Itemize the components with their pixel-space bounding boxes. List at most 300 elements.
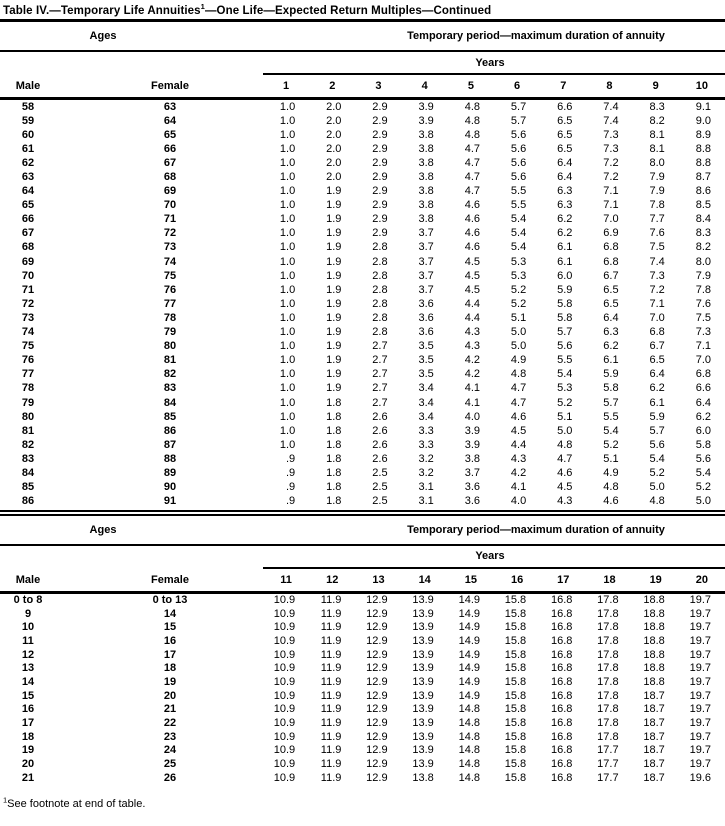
multiple-value-cell: 12.9 [366, 689, 388, 702]
multiple-value-cell: 17.8 [597, 703, 619, 716]
female-age-cell: 90 [163, 481, 177, 494]
footnote-superscript: 1 [3, 795, 8, 805]
multiple-value-cell: 10.9 [273, 635, 296, 648]
multiple-value-cell: 6.4 [557, 171, 573, 184]
multiple-value-cell: 4.5 [510, 424, 527, 437]
table-row [0, 311, 725, 325]
multiple-value-cell: 10.9 [273, 744, 296, 757]
multiple-value-cell: 11.9 [320, 689, 342, 702]
multiple-value-cell: 15.8 [504, 744, 527, 757]
male-age-cell: 15 [21, 689, 35, 702]
multiple-value-cell: 2.6 [372, 452, 388, 465]
multiple-value-cell: 5.4 [649, 452, 665, 465]
multiple-value-cell: 2.9 [372, 100, 388, 113]
multiple-value-cell: 15.8 [504, 621, 527, 634]
multiple-value-cell: 13.9 [412, 689, 434, 702]
multiple-value-cell: 12.9 [366, 703, 388, 716]
multiple-value-cell: 5.2 [649, 466, 665, 479]
multiple-value-cell: 1.8 [326, 495, 342, 508]
multiple-value-cell: 1.8 [326, 481, 342, 494]
multiple-value-cell: 19.7 [689, 621, 711, 634]
multiple-value-cell: 15.8 [504, 594, 527, 607]
multiple-value-cell: 18.8 [643, 621, 665, 634]
years-label: Years [475, 550, 505, 563]
multiple-value-cell: 2.9 [372, 128, 388, 141]
multiple-value-cell: 7.8 [695, 283, 711, 296]
multiple-value-cell: 7.9 [695, 269, 711, 282]
multiple-value-cell: 4.1 [464, 382, 480, 395]
years-label: Years [475, 56, 505, 69]
multiple-value-cell: 1.9 [326, 311, 342, 324]
table-row [0, 438, 725, 452]
year-column-header: 20 [695, 573, 709, 586]
multiple-value-cell: 4.2 [510, 466, 527, 479]
multiple-value-cell: 6.4 [695, 396, 711, 409]
multiple-value-cell: 3.1 [418, 481, 434, 494]
table-row [0, 241, 725, 255]
multiple-value-cell: 5.3 [510, 255, 527, 268]
multiple-value-cell: 17.8 [597, 717, 619, 730]
multiple-value-cell: 8.6 [695, 185, 711, 198]
multiple-value-cell: 4.6 [464, 199, 480, 212]
period-spanner-header: Temporary period—maximum duration of annuity [407, 30, 665, 42]
multiple-value-cell: 7.0 [603, 213, 619, 226]
multiple-value-cell: 5.6 [510, 156, 527, 169]
table-row [0, 730, 725, 744]
multiple-value-cell: 12.9 [366, 621, 388, 634]
multiple-value-cell: 1.0 [279, 227, 296, 240]
table-row [0, 185, 725, 199]
multiple-value-cell: 3.9 [464, 424, 480, 437]
male-age-cell: 62 [21, 156, 35, 169]
multiple-value-cell: 12.9 [366, 676, 388, 689]
multiple-value-cell: 1.0 [279, 424, 296, 437]
multiple-value-cell: 11.9 [320, 744, 342, 757]
multiple-value-cell: 4.6 [603, 495, 619, 508]
multiple-value-cell: 5.6 [695, 452, 711, 465]
multiple-value-cell: 17.8 [597, 689, 619, 702]
multiple-value-cell: 12.9 [366, 594, 388, 607]
multiple-value-cell: 18.7 [643, 689, 665, 702]
multiple-value-cell: 4.3 [464, 326, 480, 339]
multiple-value-cell: 5.4 [510, 213, 527, 226]
year-column-header: 18 [603, 573, 616, 586]
multiple-value-cell: 1.0 [279, 297, 296, 310]
spanner-header-row [0, 516, 725, 544]
multiple-value-cell: 6.3 [557, 199, 573, 212]
male-age-cell: 61 [21, 142, 35, 155]
table-row [0, 156, 725, 170]
multiple-value-cell: 14.9 [458, 607, 480, 620]
table-row [0, 594, 725, 608]
table-row [0, 621, 725, 635]
multiple-value-cell: 6.2 [557, 227, 573, 240]
multiple-value-cell: 11.9 [320, 717, 342, 730]
multiple-value-cell: 4.8 [603, 481, 619, 494]
multiple-value-cell: 1.0 [279, 396, 296, 409]
multiple-value-cell: 1.0 [279, 185, 296, 198]
female-age-cell: 68 [163, 171, 177, 184]
multiple-value-cell: 6.0 [695, 424, 711, 437]
male-age-cell: 86 [21, 495, 35, 508]
female-age-cell: 15 [163, 621, 177, 634]
multiple-value-cell: 6.2 [557, 213, 573, 226]
year-column-header: 11 [280, 573, 292, 586]
multiple-value-cell: 18.8 [643, 635, 665, 648]
male-age-cell: 79 [21, 396, 35, 409]
multiple-value-cell: 1.0 [279, 100, 296, 113]
female-age-cell: 70 [163, 199, 177, 212]
multiple-value-cell: 1.8 [326, 424, 342, 437]
multiple-value-cell: 5.6 [510, 142, 527, 155]
multiple-value-cell: 11.9 [320, 635, 342, 648]
multiple-value-cell: 6.4 [557, 156, 573, 169]
multiple-value-cell: 3.8 [418, 156, 434, 169]
multiple-value-cell: 6.5 [557, 114, 573, 127]
multiple-value-cell: 6.1 [649, 396, 665, 409]
multiple-value-cell: 5.0 [510, 326, 527, 339]
male-age-cell: 80 [21, 410, 35, 423]
multiple-value-cell: 16.8 [550, 662, 573, 675]
male-age-cell: 18 [21, 730, 35, 743]
column-header-row [0, 75, 725, 97]
multiple-value-cell: 3.4 [418, 410, 434, 423]
footnote-reference-superscript: 1 [200, 2, 205, 12]
multiple-value-cell: 1.0 [279, 128, 296, 141]
multiple-value-cell: 3.3 [418, 438, 434, 451]
multiple-value-cell: 2.6 [372, 410, 388, 423]
year-column-header: 2 [329, 80, 336, 92]
multiple-value-cell: 3.8 [418, 199, 434, 212]
multiple-value-cell: 4.5 [464, 269, 480, 282]
multiple-value-cell: 11.9 [320, 607, 342, 620]
table-row [0, 410, 725, 424]
multiple-value-cell: 11.9 [320, 771, 342, 784]
table-row [0, 689, 725, 703]
multiple-value-cell: 1.9 [326, 382, 342, 395]
female-age-cell: 81 [163, 354, 177, 367]
male-age-cell: 73 [21, 311, 35, 324]
multiple-value-cell: 3.7 [464, 466, 480, 479]
male-age-cell: 13 [21, 662, 35, 675]
multiple-value-cell: 4.3 [464, 340, 480, 353]
year-column-header: 15 [464, 573, 478, 586]
table-row [0, 255, 725, 269]
multiple-value-cell: 1.9 [326, 269, 342, 282]
multiple-value-cell: 5.2 [510, 283, 527, 296]
multiple-value-cell: 5.6 [557, 340, 573, 353]
multiple-value-cell: 4.7 [557, 452, 573, 465]
multiple-value-cell: 14.8 [458, 758, 480, 771]
male-column-header: Male [15, 80, 41, 92]
year-column-header: 17 [557, 573, 570, 586]
multiple-value-cell: 14.8 [458, 703, 480, 716]
multiple-value-cell: 10.9 [273, 662, 296, 675]
multiple-value-cell: 8.9 [695, 128, 711, 141]
female-age-cell: 20 [163, 689, 177, 702]
multiple-value-cell: 10.9 [273, 703, 296, 716]
multiple-value-cell: 8.3 [695, 227, 711, 240]
table-row [0, 758, 725, 772]
multiple-value-cell: 18.8 [643, 648, 665, 661]
multiple-value-cell: 1.0 [279, 255, 296, 268]
multiple-value-cell: 3.2 [418, 452, 434, 465]
multiple-value-cell: 5.6 [649, 438, 665, 451]
male-age-cell: 82 [21, 438, 35, 451]
multiple-value-cell: 2.9 [372, 156, 388, 169]
multiple-value-cell: 8.7 [695, 171, 711, 184]
multiple-value-cell: 1.9 [326, 213, 342, 226]
multiple-value-cell: 1.8 [326, 466, 342, 479]
multiple-value-cell: 11.9 [320, 676, 342, 689]
multiple-value-cell: 10.9 [273, 648, 296, 661]
multiple-value-cell: 7.6 [695, 297, 711, 310]
multiple-value-cell: 15.8 [504, 607, 527, 620]
male-age-cell: 12 [21, 648, 35, 661]
multiple-value-cell: 3.6 [464, 481, 480, 494]
multiple-value-cell: 3.8 [464, 452, 480, 465]
female-age-cell: 69 [163, 185, 177, 198]
multiple-value-cell: 3.4 [418, 396, 434, 409]
multiple-value-cell: 5.5 [510, 185, 527, 198]
year-column-header: 19 [649, 573, 662, 586]
multiple-value-cell: 1.9 [326, 185, 342, 198]
multiple-value-cell: 5.8 [695, 438, 711, 451]
female-age-cell: 71 [163, 213, 177, 226]
multiple-value-cell: 1.9 [326, 227, 342, 240]
multiple-value-cell: 4.9 [603, 466, 619, 479]
table-row [0, 481, 725, 495]
multiple-value-cell: 2.9 [372, 185, 388, 198]
multiple-value-cell: 1.9 [326, 326, 342, 339]
multiple-value-cell: 4.1 [464, 396, 480, 409]
year-column-header: 12 [326, 573, 339, 586]
multiple-value-cell: 8.0 [649, 156, 665, 169]
multiple-value-cell: 5.7 [649, 424, 665, 437]
multiple-value-cell: 3.6 [418, 311, 434, 324]
multiple-value-cell: 18.7 [643, 744, 665, 757]
multiple-value-cell: 1.0 [279, 368, 296, 381]
table-row [0, 326, 725, 340]
male-age-cell: 64 [21, 185, 35, 198]
multiple-value-cell: 2.0 [326, 171, 342, 184]
multiple-value-cell: 12.9 [366, 717, 388, 730]
multiple-value-cell: 19.7 [689, 689, 711, 702]
multiple-value-cell: 14.9 [458, 648, 480, 661]
male-age-cell: 66 [21, 213, 35, 226]
female-age-cell: 23 [163, 730, 177, 743]
multiple-value-cell: 2.0 [326, 128, 342, 141]
multiple-value-cell: 19.7 [689, 594, 711, 607]
male-age-cell: 85 [21, 481, 35, 494]
multiple-value-cell: 4.8 [464, 128, 480, 141]
female-age-cell: 76 [163, 283, 177, 296]
multiple-value-cell: 5.7 [510, 100, 527, 113]
male-age-cell: 75 [21, 340, 35, 353]
year-column-header: 4 [421, 80, 428, 92]
multiple-value-cell: 4.4 [464, 297, 480, 310]
multiple-value-cell: 12.9 [366, 648, 388, 661]
multiple-value-cell: 10.9 [273, 621, 296, 634]
multiple-value-cell: 17.7 [597, 771, 619, 784]
multiple-value-cell: 5.6 [510, 128, 527, 141]
multiple-value-cell: 13.9 [412, 703, 434, 716]
female-age-cell: 75 [163, 269, 177, 282]
male-column-header: Male [15, 573, 41, 586]
female-age-cell: 82 [163, 368, 177, 381]
multiple-value-cell: 2.0 [326, 100, 342, 113]
multiple-value-cell: 6.7 [603, 269, 619, 282]
multiple-value-cell: 11.9 [320, 648, 342, 661]
female-age-cell: 88 [163, 452, 177, 465]
multiple-value-cell: 5.6 [510, 171, 527, 184]
multiple-value-cell: 7.5 [695, 311, 711, 324]
multiple-value-cell: 18.7 [643, 730, 665, 743]
female-age-cell: 14 [163, 607, 177, 620]
multiple-value-cell: 4.7 [510, 396, 527, 409]
multiple-value-cell: 11.9 [320, 730, 342, 743]
year-column-header: 6 [514, 80, 521, 92]
multiple-value-cell: 4.8 [464, 114, 480, 127]
multiple-value-cell: 19.7 [689, 703, 711, 716]
multiple-value-cell: 3.7 [418, 241, 434, 254]
table-title-continued: —One Life—Expected Return Multiples—Continued [204, 5, 492, 17]
multiple-value-cell: 5.3 [557, 382, 573, 395]
table-row [0, 199, 725, 213]
multiple-value-cell: 4.6 [464, 227, 480, 240]
female-age-cell: 87 [163, 438, 177, 451]
male-age-cell: 20 [21, 758, 35, 771]
female-age-cell: 0 to 13 [152, 594, 188, 607]
male-age-cell: 76 [21, 354, 35, 367]
multiple-value-cell: 3.8 [418, 185, 434, 198]
male-age-cell: 71 [21, 283, 35, 296]
multiple-value-cell: 1.0 [279, 340, 296, 353]
multiple-value-cell: 1.0 [279, 311, 296, 324]
multiple-value-cell: 8.2 [649, 114, 665, 127]
year-column-header: 13 [372, 573, 385, 586]
male-age-cell: 65 [21, 199, 35, 212]
multiple-value-cell: 7.4 [649, 255, 665, 268]
multiple-value-cell: 4.0 [510, 495, 527, 508]
table-row [0, 495, 725, 509]
multiple-value-cell: 13.9 [412, 676, 434, 689]
table-row [0, 648, 725, 662]
multiple-value-cell: 1.0 [279, 354, 296, 367]
multiple-value-cell: 5.1 [510, 311, 527, 324]
table-section-years-11-20 [0, 516, 725, 785]
multiple-value-cell: 13.9 [412, 635, 434, 648]
multiple-value-cell: 4.6 [464, 241, 480, 254]
table-row [0, 466, 725, 480]
multiple-value-cell: 4.2 [464, 354, 480, 367]
multiple-value-cell: 6.5 [649, 354, 665, 367]
table-row [0, 396, 725, 410]
multiple-value-cell: 2.5 [372, 466, 388, 479]
male-age-cell: 69 [21, 255, 35, 268]
multiple-value-cell: 7.0 [649, 311, 665, 324]
multiple-value-cell: 4.8 [510, 368, 527, 381]
multiple-value-cell: 4.0 [464, 410, 480, 423]
multiple-value-cell: 16.8 [550, 621, 573, 634]
multiple-value-cell: 1.9 [326, 255, 342, 268]
multiple-value-cell: 16.8 [550, 594, 573, 607]
multiple-value-cell: 3.4 [418, 382, 434, 395]
multiple-value-cell: 7.7 [649, 213, 665, 226]
multiple-value-cell: 7.3 [603, 128, 619, 141]
table-row [0, 424, 725, 438]
multiple-value-cell: 4.3 [510, 452, 527, 465]
multiple-value-cell: 6.9 [603, 227, 619, 240]
multiple-value-cell: 2.7 [372, 340, 388, 353]
multiple-value-cell: 3.2 [418, 466, 434, 479]
multiple-value-cell: 17.8 [597, 635, 619, 648]
multiple-value-cell: 4.6 [464, 213, 480, 226]
multiple-value-cell: 5.8 [557, 297, 573, 310]
table-row [0, 114, 725, 128]
multiple-value-cell: 4.5 [464, 283, 480, 296]
multiple-value-cell: 3.7 [418, 227, 434, 240]
female-age-cell: 25 [163, 758, 177, 771]
multiple-value-cell: 5.0 [557, 424, 573, 437]
multiple-value-cell: 12.9 [366, 607, 388, 620]
male-age-cell: 70 [21, 269, 35, 282]
multiple-value-cell: 6.8 [695, 368, 711, 381]
multiple-value-cell: 8.5 [695, 199, 711, 212]
multiple-value-cell: 16.8 [550, 744, 573, 757]
multiple-value-cell: 1.0 [279, 326, 296, 339]
multiple-value-cell: 15.8 [504, 648, 527, 661]
female-age-cell: 73 [163, 241, 177, 254]
multiple-value-cell: 1.0 [279, 438, 296, 451]
multiple-value-cell: 13.9 [412, 744, 434, 757]
multiple-value-cell: 4.6 [510, 410, 527, 423]
multiple-value-cell: 19.7 [689, 744, 711, 757]
multiple-value-cell: 10.9 [273, 607, 296, 620]
multiple-value-cell: 5.0 [649, 481, 665, 494]
male-age-cell: 83 [21, 452, 35, 465]
male-age-cell: 19 [21, 744, 35, 757]
multiple-value-cell: 11.9 [320, 594, 342, 607]
multiple-value-cell: 1.0 [279, 156, 296, 169]
multiple-value-cell: 6.3 [603, 326, 619, 339]
male-age-cell: 9 [24, 607, 32, 620]
table-row [0, 676, 725, 690]
table-row [0, 452, 725, 466]
multiple-value-cell: 1.0 [279, 171, 296, 184]
multiple-value-cell: 17.8 [597, 648, 619, 661]
multiple-value-cell: 16.8 [550, 607, 573, 620]
female-age-cell: 24 [163, 744, 177, 757]
multiple-value-cell: 17.8 [597, 594, 619, 607]
multiple-value-cell: 8.4 [695, 213, 711, 226]
male-age-cell: 68 [21, 241, 35, 254]
multiple-value-cell: 16.8 [550, 689, 573, 702]
multiple-value-cell: 17.8 [597, 676, 619, 689]
multiple-value-cell: 2.9 [372, 227, 388, 240]
multiple-value-cell: 10.9 [273, 689, 296, 702]
multiple-value-cell: 19.6 [689, 771, 711, 784]
multiple-value-cell: 5.4 [603, 424, 619, 437]
multiple-value-cell: 13.9 [412, 730, 434, 743]
multiple-value-cell: 12.9 [366, 744, 388, 757]
multiple-value-cell: 17.8 [597, 607, 619, 620]
years-spanner-header [263, 52, 725, 75]
multiple-value-cell: 19.7 [689, 648, 711, 661]
multiple-value-cell: 17.8 [597, 730, 619, 743]
multiple-value-cell: 6.4 [649, 368, 665, 381]
table-row [0, 635, 725, 649]
